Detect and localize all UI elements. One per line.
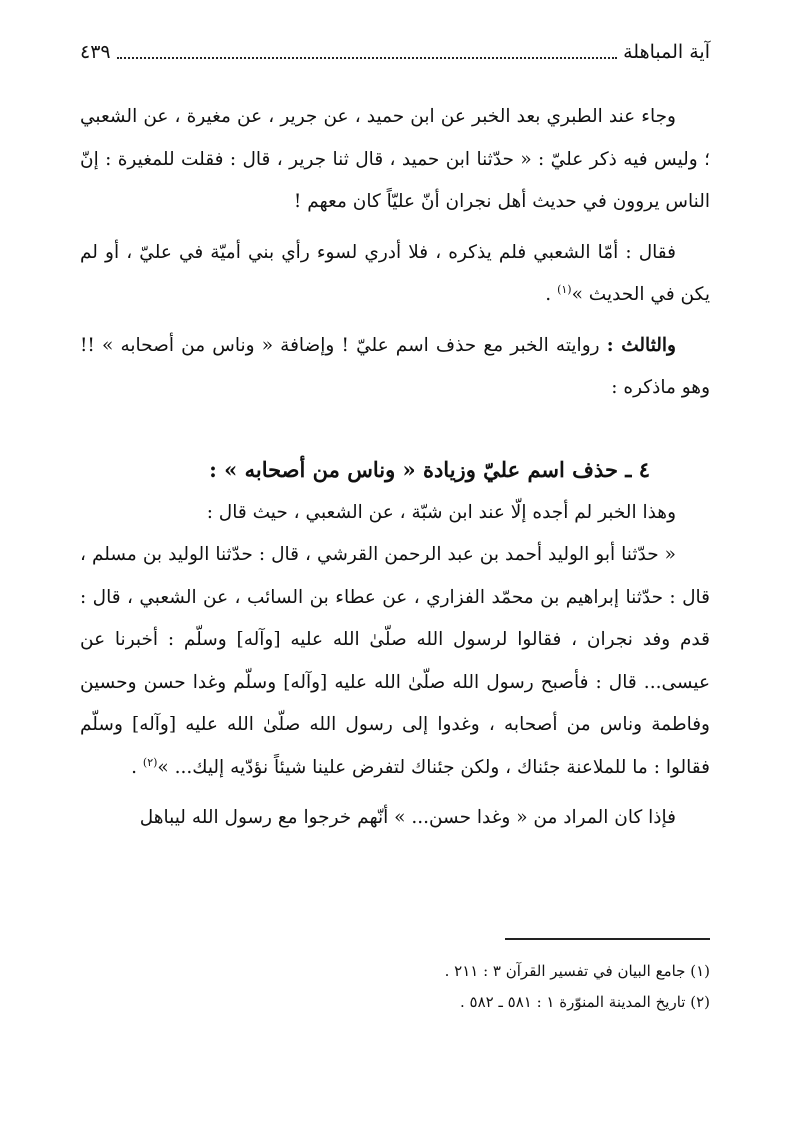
running-head-title: آية المباهلة xyxy=(623,41,710,63)
footnote-ref-2[interactable]: (٢) xyxy=(142,755,158,769)
footnote-2: (٢) تاريخ المدينة المنوّرة ١ : ٥٨١ ـ ٥٨٢ . xyxy=(460,993,710,1011)
paragraph-4: وهذا الخبر لم أجده إلّا عند ابن شبّة ، عن الشعبي ، حيث قال : xyxy=(206,501,676,523)
paragraph-3-text: روايته الخبر مع حذف اسم عليّ ! وإضافة « وناس من أصحابه » !! وهو ماذكره : xyxy=(80,334,710,398)
section-heading: ٤ ـ حذف اسم عليّ وزيادة « وناس من أصحابه » : xyxy=(209,456,650,482)
paragraph-6: فإذا كان المراد من « وغدا حسن... » أنّهم خرجوا مع رسول الله ليباهل xyxy=(139,807,676,828)
footnote-ref-1[interactable]: (١) xyxy=(557,282,572,296)
dotted-leader xyxy=(117,57,618,59)
body-text xyxy=(80,96,710,840)
paragraph-2-end: . xyxy=(545,284,558,305)
book-page xyxy=(80,0,710,1129)
paragraph-5-text: « حدّثنا أبو الوليد أحمد بن عبد الرحمن القرشي ، قال : حدّثنا الوليد بن مسلم ، قال : حدّثنا إبراهيم بن محمّد الفزاري ، عن عطاء بن السائب ، عن الشعبي ، قال : قدم وفد نجران ، فقالوا لرسول الله صلّىٰ الله عليه [وآله] وسلّم : أخبرنا عن عيسى... قال : فأصبح رسول الله صلّىٰ الله عليه [وآله] وسلّم وغدا حسن وحسين وفاطمة وناس من أصحابه ، وغدوا إلى رسول الله صلّىٰ الله عليه [وآله] وسلّم فقالوا : ما للملاعنة جئناك ، ولكن جئناك لتفرض علينا شيئاً نؤدّيه إليك... » xyxy=(80,544,710,778)
spacer xyxy=(80,789,710,797)
paragraph-5 xyxy=(80,534,710,789)
paragraph-3-lead: والثالث : xyxy=(606,334,676,356)
paragraph-2-text: فقال : أمّا الشعبي فلم يذكره ، فلا أدري لسوء رأي بني أميّة في عليّ ، أو لم يكن في الحديث » xyxy=(80,241,710,305)
running-head xyxy=(80,34,710,64)
paragraph-1: وجاء عند الطبري بعد الخبر عن ابن حميد ، عن جرير ، عن مغيرة ، عن الشعبي ؛ وليس فيه ذكر عليّ : « حدّثنا ابن حميد ، قال ثنا جرير ، قال : فقلت للمغيرة : إنّ الناس يروون في حديث أهل نجران أنّ عليّاً كان معهم ! xyxy=(80,106,710,212)
footnote-1: (١) جامع البيان في تفسير القرآن ٣ : ٢١١ . xyxy=(444,962,710,980)
spacer xyxy=(80,224,710,232)
paragraph-2 xyxy=(80,232,710,317)
spacer xyxy=(80,317,710,325)
paragraph-3 xyxy=(80,325,710,410)
footnotes xyxy=(80,956,710,1018)
page-number: ٤٣٩ xyxy=(80,41,111,63)
paragraph-5-end: . xyxy=(131,756,143,778)
spacer xyxy=(80,410,710,448)
footnote-rule xyxy=(505,938,710,940)
